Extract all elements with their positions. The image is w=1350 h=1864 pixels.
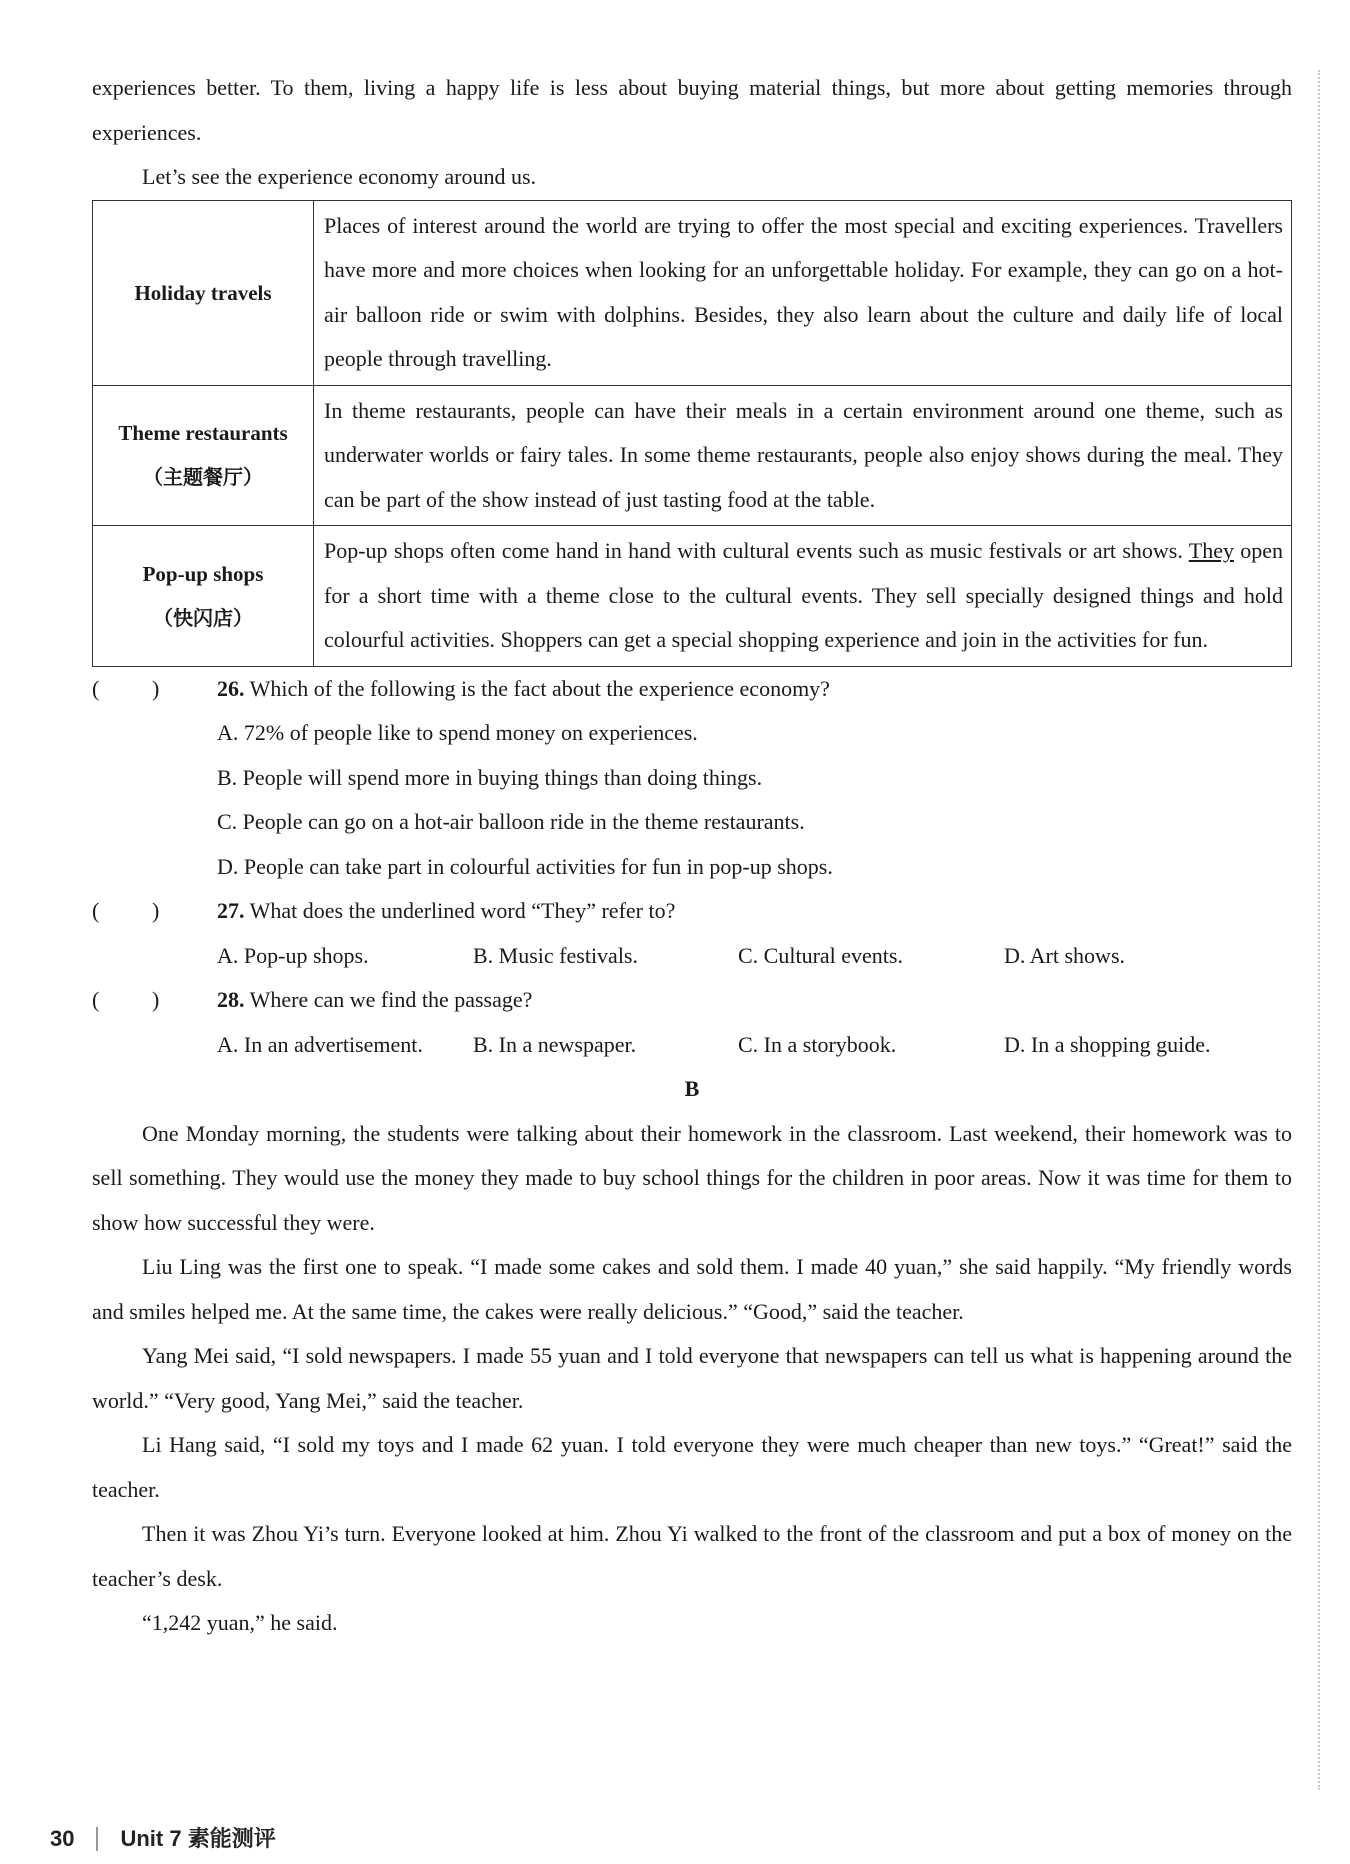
experience-economy-table	[92, 200, 1292, 667]
option-c: C. In a storybook.	[738, 1031, 897, 1057]
passage-paragraph: Liu Ling was the first one to speak. “I made some cakes and sold them. I made 40 yuan,” she said happily. “My friendly words and smiles helped me. At the same time, the cakes were really delicious.” “Good,” said the teacher.	[92, 1254, 1292, 1324]
row-label	[93, 526, 314, 667]
row-description: In theme restaurants, people can have their meals in a certain environment around one theme, such as underwater worlds or fairy tales. In some theme restaurants, people also enjoy shows during the meal. They can be part of the show instead of just tasting food at the table.	[314, 385, 1292, 526]
passage-paragraph: One Monday morning, the students were talking about their homework in the classroom. Last weekend, their homework was to sell something. They would use the money they made to buy school things for the children in poor areas. Now it was time for them to show how successful they were.	[92, 1120, 1292, 1235]
description-text: open for a short time with a theme close to the cultural events. They sell specially designed things and hold colourful activities. Shoppers can get a special shopping experience and join in the activities for fun.	[324, 538, 1284, 652]
underlined-word: They	[1188, 538, 1234, 563]
option-c: C. People can go on a hot-air balloon ride in the theme restaurants.	[217, 809, 805, 834]
row-label	[93, 200, 314, 385]
unit-title: Unit 7 素能测评	[120, 1826, 276, 1851]
question-26	[92, 667, 1292, 712]
option-c: C. Cultural events.	[738, 942, 903, 968]
question-number: 28.	[217, 987, 245, 1012]
description-text: Pop-up shops often come hand in hand with cultural events such as music festivals or art shows.	[324, 538, 1189, 563]
question-text: What does the underlined word “They” refer to?	[249, 898, 676, 923]
options-row	[92, 1023, 1292, 1068]
passage-paragraph: Then it was Zhou Yi’s turn. Everyone looked at him. Zhou Yi walked to the front of the classroom and put a box of money on the teacher’s desk.	[92, 1521, 1292, 1591]
page-number: 30	[50, 1826, 75, 1851]
question-number: 27.	[217, 898, 245, 923]
passage-paragraph: Li Hang said, “I sold my toys and I made 62 yuan. I told everyone they were much cheaper than new toys.” “Great!” said the teacher.	[92, 1432, 1292, 1502]
question-28	[92, 978, 1292, 1023]
row-description: Places of interest around the world are trying to offer the most special and exciting experiences. Travellers have more and more choices when looking for an unforgettable holiday. For example, they can go on a hot-air balloon ride or swim with dolphins. Besides, they also learn about the culture and daily life of local people through travelling.	[314, 200, 1292, 385]
passage-paragraph: “1,242 yuan,” he said.	[142, 1610, 338, 1635]
answer-paren-close: )	[152, 898, 160, 923]
option-d: D. Art shows.	[1004, 942, 1126, 968]
options-row	[92, 934, 1292, 979]
page-content	[92, 66, 1292, 1646]
question-27	[92, 889, 1292, 934]
intro-paragraph-2: Let’s see the experience economy around us.	[142, 164, 537, 189]
footer-divider	[96, 1827, 98, 1851]
option-d: D. In a shopping guide.	[1004, 1031, 1211, 1057]
question-text: Where can we find the passage?	[249, 987, 533, 1012]
answer-paren-close: )	[152, 675, 160, 701]
question-number: 26.	[217, 675, 245, 701]
question-text: Which of the following is the fact about the experience economy?	[249, 675, 830, 701]
option-a: A. 72% of people like to spend money on experiences.	[217, 720, 698, 745]
row-label-en: Pop-up shops	[142, 561, 264, 586]
section-heading: B	[684, 1076, 700, 1101]
option-a: A. In an advertisement.	[217, 1031, 423, 1057]
intro-paragraph-1: experiences better. To them, living a happy life is less about buying material things, but more about getting memories through experiences.	[92, 75, 1292, 145]
row-description	[314, 526, 1292, 667]
row-label	[93, 385, 314, 526]
page-footer	[50, 1824, 276, 1854]
option-b: B. People will spend more in buying things than doing things.	[217, 764, 763, 790]
answer-paren-close: )	[152, 987, 160, 1012]
option-b: B. In a newspaper.	[473, 1031, 637, 1057]
row-label-en: Holiday travels	[134, 280, 272, 305]
table-row	[93, 200, 1292, 385]
row-label-en: Theme restaurants	[118, 421, 288, 446]
row-label-zh: （快闪店）	[153, 605, 253, 630]
row-label-zh: （主题餐厅）	[143, 465, 263, 490]
passage-paragraph: Yang Mei said, “I sold newspapers. I made 55 yuan and I told everyone that newspapers can tell us what is happening around the world.” “Very good, Yang Mei,” said the teacher.	[92, 1343, 1292, 1413]
answer-paren-open: (	[92, 898, 100, 923]
table-row	[93, 385, 1292, 526]
margin-dotted-rule	[1318, 70, 1320, 1790]
table-row	[93, 526, 1292, 667]
option-b: B. Music festivals.	[473, 942, 638, 968]
answer-paren-open: (	[92, 987, 100, 1012]
option-a: A. Pop-up shops.	[217, 942, 369, 968]
answer-paren-open: (	[92, 675, 100, 701]
option-d: D. People can take part in colourful activities for fun in pop-up shops.	[217, 853, 833, 879]
